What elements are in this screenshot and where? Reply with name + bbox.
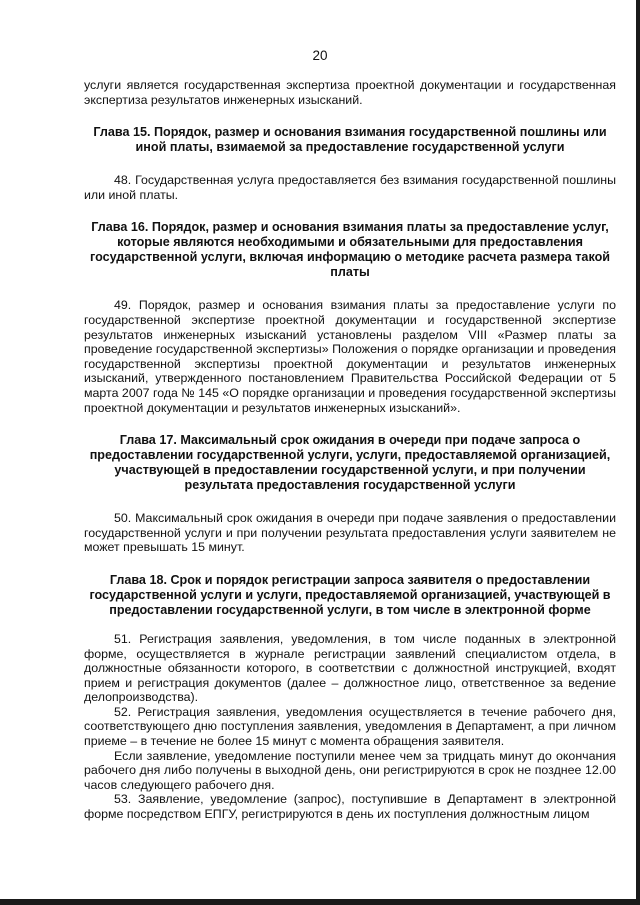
chapter-16-heading: Глава 16. Порядок, размер и основания взимания платы за предоставление услуг, которые являются необходимыми и обязательными для предоставления государственной услуги, включая информацию о методике расчета размера такой платы xyxy=(89,220,611,280)
paragraph-continuation: услуги является государственная экспертиза проектной документации и государственная экспертиза результатов инженерных изысканий. xyxy=(84,78,616,107)
chapter-15-heading: Глава 15. Порядок, размер и основания взимания государственной пошлины или иной платы, взимаемой за предоставление государственной услуги xyxy=(93,125,607,155)
paragraph-48: 48. Государственная услуга предоставляется без взимания государственной пошлины или иной платы. xyxy=(84,173,616,202)
paragraph-50: 50. Максимальный срок ожидания в очереди при подаче заявления о предоставлении государственной услуги и при получении результата предоставления услуги заявителем не может превышать 15 минут. xyxy=(84,511,616,555)
paragraph-49: 49. Порядок, размер и основания взимания платы за предоставление услуги по государственной экспертизе проектной документации и государственной экспертизе результатов инженерных изысканий установлены разделом VIII «Размер платы за проведение государственной экспертизы» Положения о порядке организации и проведения государственной экспертизы проектной документации и результатов инженерных изысканий, утвержденного постановлением Правительства Российской Федерации от 5 марта 2007 года № 145 «О порядке организации и проведения государственной экспертизы проектной документации и результатов инженерных изысканий». xyxy=(84,298,616,415)
chapter-17-heading: Глава 17. Максимальный срок ожидания в очереди при подаче запроса о предоставлении государственной услуги, услуги, предоставляемой организацией, участвующей в предоставлении государственной услуги, и при получении результата предоставления государственной услуги xyxy=(89,433,611,493)
scan-edge-right xyxy=(636,0,640,905)
paragraph-51: 51. Регистрация заявления, уведомления, в том числе поданных в электронной форме, осуществляется в журнале регистрации заявлений специалистом отдела, в должностные обязанности которого, в соответствии с должностной инструкцией, входят прием и регистрация документов (далее – должностное лицо, ответственное за ведение делопроизводства). xyxy=(84,631,616,705)
paragraph-52-continued: Если заявление, уведомление поступили менее чем за тридцать минут до окончания рабочего дня либо получены в выходной день, они регистрируются в срок не позднее 12.00 часов следующего рабочего дня. xyxy=(84,748,616,792)
paragraph-52: 52. Регистрация заявления, уведомления осуществляется в течение рабочего дня, соответствующего дню поступления заявления, уведомления в Департамент, а при личном приеме – в течение не более 15 минут с момента обращения заявителя. xyxy=(84,704,616,749)
page-number: 20 xyxy=(312,48,328,63)
chapter-18-heading: Глава 18. Срок и порядок регистрации запроса заявителя о предоставлении государственной услуги и услуги, предоставляемой организацией, участвующей в предоставлении государственной услуги, в том числе в электронной форме xyxy=(89,572,611,617)
document-body xyxy=(84,78,616,822)
scan-edge-bottom xyxy=(0,899,640,905)
paragraph-53: 53. Заявление, уведомление (запрос), поступившие в Департамент в электронной форме посредством ЕПГУ, регистрируются в день их поступления должностным лицом xyxy=(84,792,616,822)
